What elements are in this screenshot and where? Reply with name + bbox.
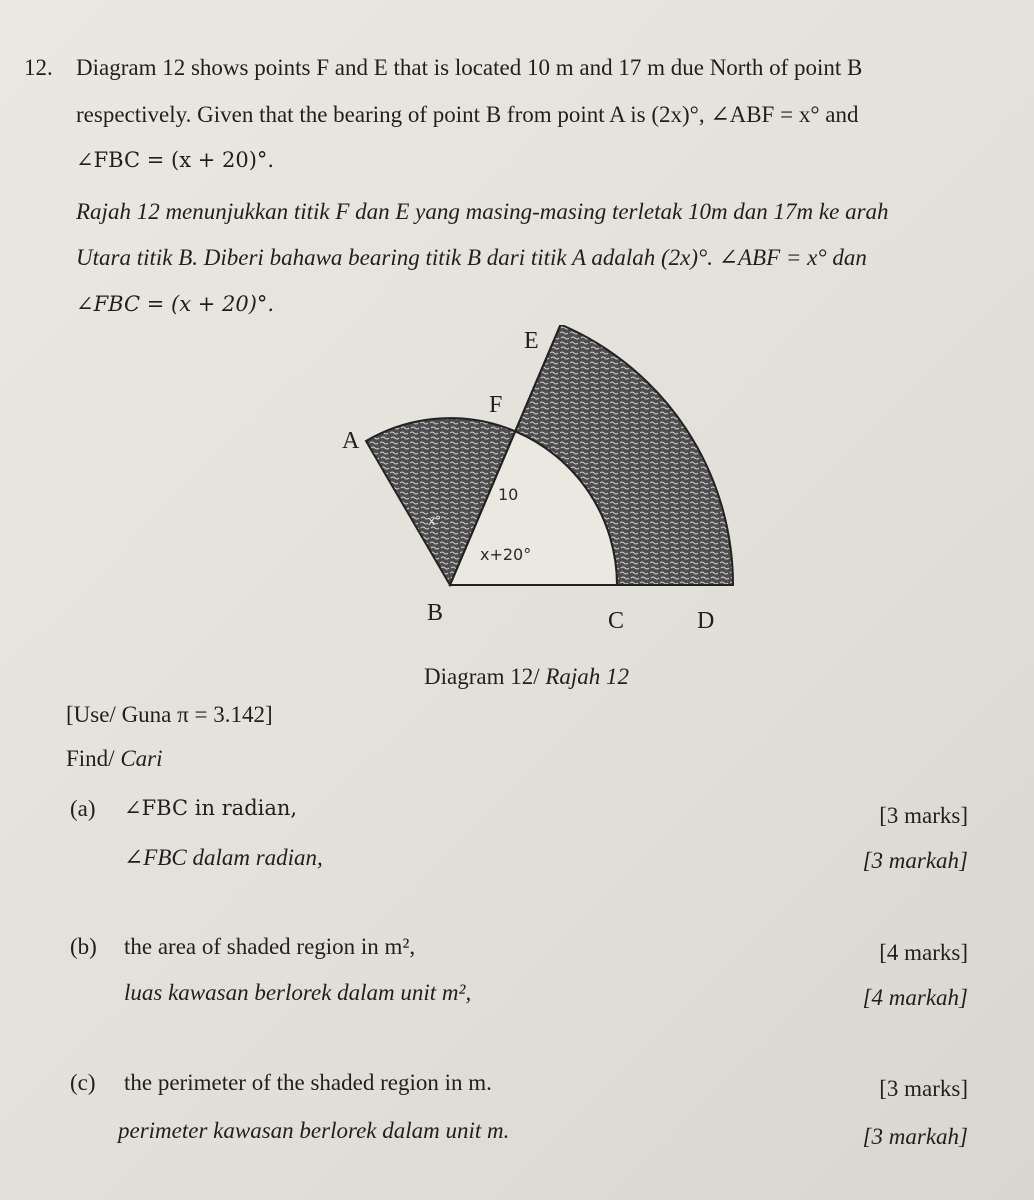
part-b-en: the area of shaded region in m²,	[124, 934, 416, 959]
part-a-label: (a)	[70, 796, 96, 821]
caption-en: Diagram 12/	[424, 664, 540, 689]
find-en: Find/	[66, 746, 115, 771]
part-b-ms: luas kawasan berlorek dalam unit m²,	[124, 980, 472, 1005]
question-ms-line-3: ∠FBC = (x + 20)°.	[76, 292, 275, 316]
annotation-x+20: x+20°	[480, 545, 532, 564]
label-point-a: A	[342, 428, 360, 454]
label-point-e: E	[524, 328, 539, 354]
part-a-marks-en: [3 marks]	[879, 803, 968, 828]
part-c-en: the perimeter of the shaded region in m.	[124, 1070, 492, 1095]
part-a-marks-ms: [3 markah]	[862, 848, 968, 873]
find-ms: Cari	[120, 746, 163, 771]
diagram-caption	[424, 664, 629, 690]
label-point-d: D	[697, 608, 715, 634]
use-pi-note: [Use/ Guna π = 3.142]	[66, 702, 273, 727]
part-b-marks-en: [4 marks]	[879, 940, 968, 965]
question-en-line-1: Diagram 12 shows points F and E that is located 10 m and 17 m due North of point B	[76, 55, 863, 80]
part-a-en: ∠FBC in radian,	[124, 796, 298, 820]
caption-ms: Rajah 12	[545, 664, 630, 689]
part-c-label: (c)	[70, 1070, 96, 1095]
question-number: 12.	[24, 55, 53, 80]
question-en-line-3: ∠FBC = (x + 20)°.	[76, 148, 275, 172]
label-point-c: C	[608, 608, 625, 634]
annotation-x: x°	[428, 514, 442, 528]
question-ms-line-2: Utara titik B. Diberi bahawa bearing titik B dari titik A adalah (2x)°. ∠ABF = x° dan	[76, 245, 867, 270]
part-a-ms: ∠FBC dalam radian,	[124, 845, 323, 870]
part-c-ms: perimeter kawasan berlorek dalam unit m.	[118, 1118, 510, 1143]
part-c-marks-ms: [3 markah]	[862, 1124, 968, 1149]
question-en-line-2: respectively. Given that the bearing of point B from point A is (2x)°, ∠ABF = x° and	[76, 102, 859, 127]
sector-diagram	[330, 325, 750, 645]
label-point-f: F	[489, 392, 503, 418]
question-ms-line-1: Rajah 12 menunjukkan titik F dan E yang masing-masing terletak 10m dan 17m ke arah	[76, 199, 889, 224]
part-b-label: (b)	[70, 934, 97, 959]
part-b-marks-ms: [4 markah]	[862, 985, 968, 1010]
find-label	[66, 746, 163, 772]
part-c-marks-en: [3 marks]	[879, 1076, 968, 1101]
annotation-10: 10	[498, 485, 519, 504]
label-point-b: B	[427, 600, 444, 626]
